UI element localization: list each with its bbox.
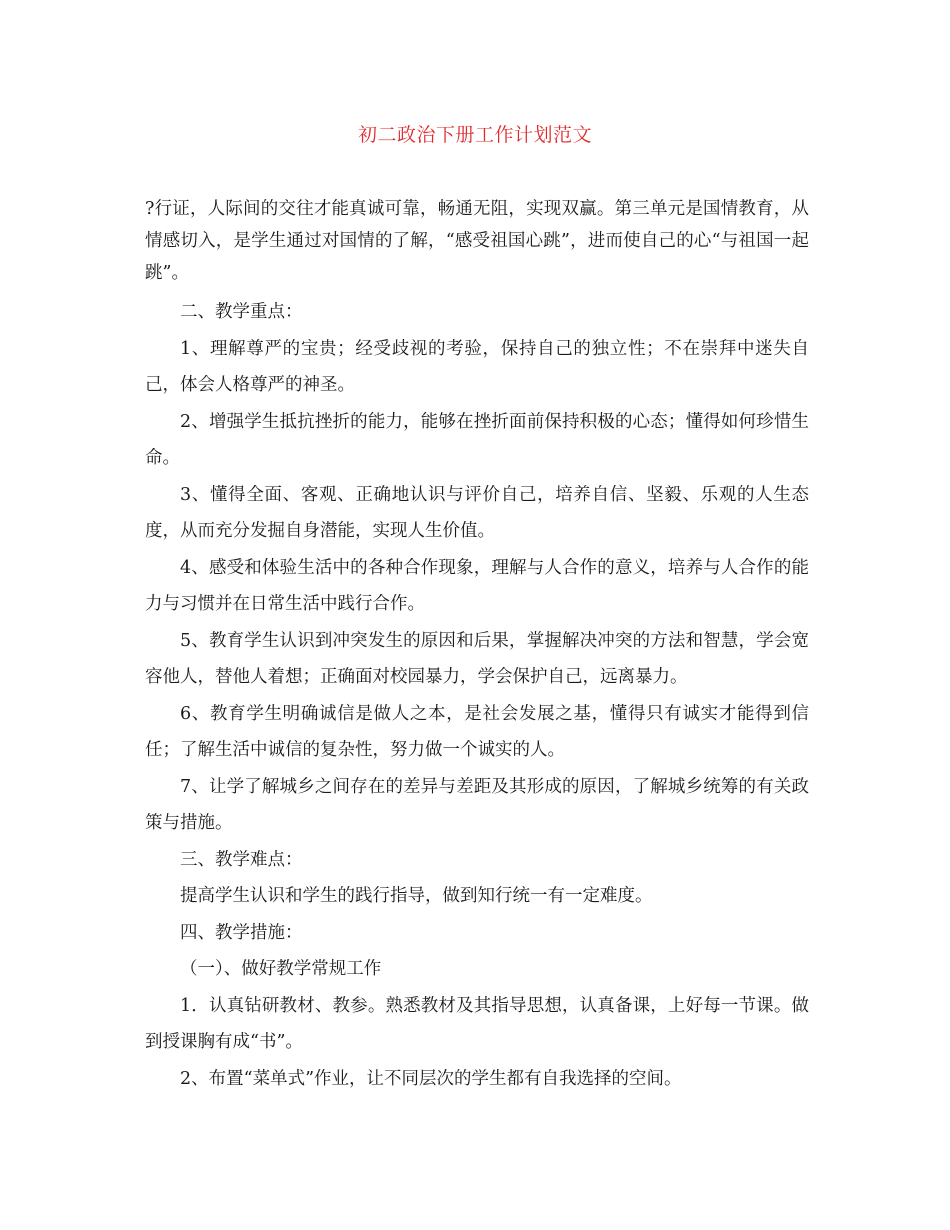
document-body xyxy=(145,193,809,1097)
key-point-6: 6、教育学生明确诚信是做人之本，是社会发展之基，懂得只有诚实才能得到信任；了解生活中诚信的复杂性，努力做一个诚实的人。 xyxy=(145,703,809,760)
key-point-4: 4、感受和体验生活中的各种合作现象，理解与人合作的意义，培养与人合作的能力与习惯并在日常生活中践行合作。 xyxy=(145,557,809,614)
key-point-2: 2、增强学生抵抗挫折的能力，能够在挫折面前保持积极的心态；懂得如何珍惜生命。 xyxy=(145,411,809,468)
heading-teaching-difficulties: 三、教学难点： xyxy=(180,849,303,870)
subheading-routine-work: （一）、做好教学常规工作 xyxy=(180,959,382,979)
document-title: 初二政治下册工作计划范文 xyxy=(357,124,592,146)
key-point-3: 3、懂得全面、客观、正确地认识与评价自己，培养自信、坚毅、乐观的人生态度，从而充分发掘自身潜能，实现人生价值。 xyxy=(145,484,809,541)
key-point-1: 1、理解尊严的宝贵；经受歧视的考验，保持自己的独立性；不在崇拜中迷失自己，体会人格尊严的神圣。 xyxy=(145,338,809,395)
measure-1: 1．认真钻研教材、教参。熟悉教材及其指导思想，认真备课，上好每一节课。做到授课胸有成“书”。 xyxy=(145,995,809,1052)
measure-2: 2、布置“菜单式”作业，让不同层次的学生都有自我选择的空间。 xyxy=(180,1068,682,1089)
heading-teaching-measures: 四、教学措施： xyxy=(180,922,303,943)
paragraph-intro-continuation: ?行证，人际间的交往才能真诚可靠，畅通无阻，实现双赢。第三单元是国情教育，从情感切入，是学生通过对国情的了解，“感受祖国心跳”，进而使自己的心“与祖国一起跳”。 xyxy=(145,199,809,283)
key-point-7: 7、让学了解城乡之间存在的差异与差距及其形成的原因，了解城乡统筹的有关政策与措施。 xyxy=(145,776,809,833)
difficulty-paragraph: 提高学生认识和学生的践行指导，做到知行统一有一定难度。 xyxy=(180,886,653,906)
key-point-5: 5、教育学生认识到冲突发生的原因和后果，掌握解决冲突的方法和智慧，学会宽容他人，替他人着想；正确面对校园暴力，学会保护自己，远离暴力。 xyxy=(145,630,809,687)
heading-teaching-key-points: 二、教学重点： xyxy=(180,302,303,322)
